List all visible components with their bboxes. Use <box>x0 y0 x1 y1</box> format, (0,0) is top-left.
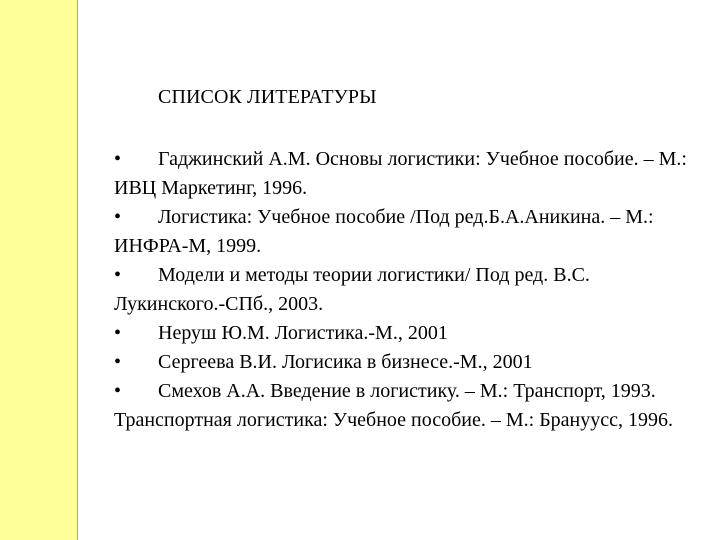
slide-title: СПИСОК ЛИТЕРАТУРЫ <box>158 86 377 108</box>
bullet-icon: • <box>114 148 122 170</box>
reference-item <box>114 145 704 203</box>
reference-item <box>114 377 704 435</box>
reference-item <box>114 348 704 377</box>
reference-item <box>114 319 704 348</box>
bullet-icon: • <box>114 380 122 402</box>
left-accent-stripe <box>0 0 78 540</box>
reference-text: Логистика: Учебное пособие /Под ред.Б.А.Аникина. – М.: ИНФРА-М, 1999. <box>114 206 654 257</box>
reference-item <box>114 261 704 319</box>
bullet-icon: • <box>114 322 122 344</box>
reference-list <box>114 145 704 435</box>
bullet-icon: • <box>114 206 122 228</box>
bullet-icon: • <box>114 264 122 286</box>
reference-text: Сергеева В.И. Логисика в бизнесе.-М., 2001 <box>158 351 533 373</box>
reference-text: Неруш Ю.М. Логистика.-М., 2001 <box>158 322 448 344</box>
reference-text: Модели и методы теории логистики/ Под ред. В.С. Лукинского.-СПб., 2003. <box>114 264 590 315</box>
reference-item <box>114 203 704 261</box>
reference-text: Смехов А.А. Введение в логистику. – М.: Транспорт, 1993. Транспортная логистика: Учебное пособие. – М.: Брануусс, 1996. <box>114 380 674 431</box>
bullet-icon: • <box>114 351 122 373</box>
reference-text: Гаджинский А.М. Основы логистики: Учебное пособие. – М.: ИВЦ Маркетинг, 1996. <box>114 148 687 199</box>
